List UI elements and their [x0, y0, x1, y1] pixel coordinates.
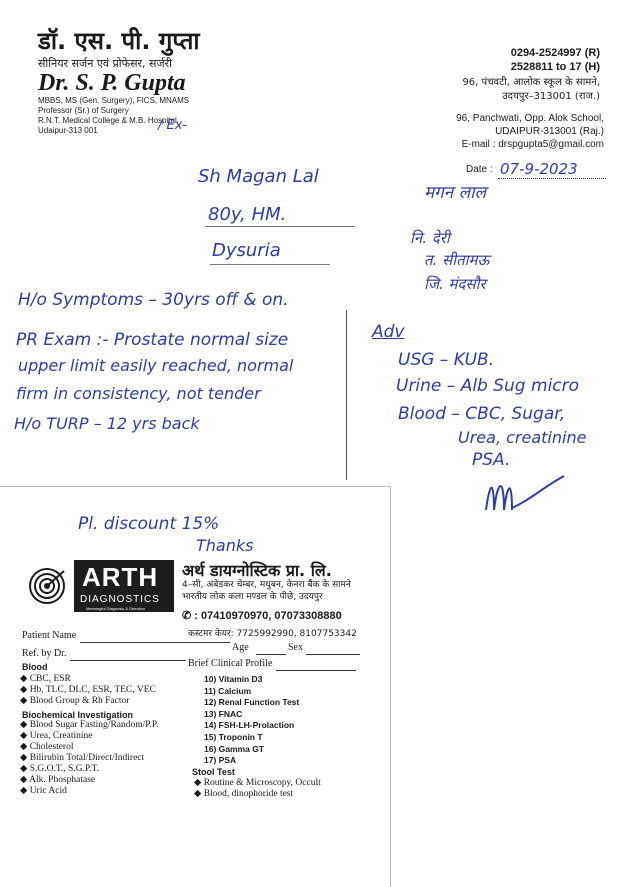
test-item-label: Blood, dinophoride test [203, 789, 294, 799]
test-item: ◆ Alk. Phosphatase [20, 775, 96, 785]
test-item-label: Hb, TLC, DLC, ESR, TEC, VEC [29, 685, 156, 695]
test-item: 17) PSA [204, 755, 237, 766]
biochem-section-title: Biochemical Investigation [22, 710, 134, 720]
address-line: 96, Panchwati, Opp. Alok School, [456, 113, 604, 124]
advice-line: Blood – CBC, Sugar, [398, 404, 566, 424]
history-line: upper limit easily reached, normal [18, 356, 294, 375]
date-value: 07-9-2023 [500, 160, 578, 178]
logo-subtext: DIAGNOSTICS [80, 594, 160, 605]
underline [205, 226, 355, 227]
brief-profile-label: Brief Clinical Profile [188, 658, 273, 669]
test-item: 12) Renal Function Test [204, 697, 300, 708]
divider-line [346, 310, 347, 480]
lab-phone-numbers: : 07410970970, 07073308880 [194, 610, 342, 622]
phone-residence: 0294-2524997 (R) [510, 47, 600, 59]
test-item: ◆ CBC, ESR [20, 674, 71, 684]
stool-section-title: Stool Test [192, 767, 235, 777]
history-line: PR Exam :- Prostate normal size [16, 330, 289, 350]
form-line [306, 654, 360, 655]
profile-items [204, 674, 299, 767]
lab-logo [74, 560, 174, 612]
patient-tehsil: त. सीतामऊ [424, 251, 490, 269]
lab-address-line: 4–सी, अंबेडकर चेम्बर, मधुबन, केनरा बैंक के सामने [182, 580, 351, 590]
underline [210, 264, 330, 265]
margin-note: / Ex- [158, 118, 188, 133]
history-line: firm in consistency, not tender [16, 384, 261, 403]
address-line: UDAIPUR-313001 (Raj.) [495, 126, 604, 137]
advice-line: Urine – Alb Sug micro [396, 376, 580, 396]
test-item: ◆ Uric Acid [20, 786, 67, 796]
test-item: 10) Vitamin D3 [204, 674, 263, 684]
test-item-label: S.G.O.T., S.G.P.T. [29, 764, 100, 774]
test-item: ◆ Cholesterol [20, 742, 74, 752]
advice-line: Urea, creatinine [458, 428, 587, 447]
address-line: 96, पंचवटी, आलोक स्कूल के सामने, [462, 77, 600, 88]
phone-numbers [511, 46, 600, 74]
logo-text: ARTH [82, 562, 159, 592]
complaint: Dysuria [212, 240, 281, 261]
test-item-label: Blood Sugar Fasting/Random/P.P. [29, 720, 159, 730]
advice-line: USG – KUB. [398, 350, 495, 370]
test-item: ◆ Urea, Creatinine [20, 731, 93, 741]
test-item-label: Blood Group & Rh Factor [29, 696, 130, 706]
form-line [70, 660, 186, 661]
target-logo-icon [28, 567, 66, 605]
sex-label: Sex [288, 642, 303, 653]
test-item: 16) Gamma GT [204, 743, 264, 754]
lab-address-line: भारतीय लोक कला मण्डल के पीछे, उदयपुर [182, 592, 323, 602]
logo-tagline: Meaningful Diagnosis & Direction [86, 606, 145, 611]
test-item-label: Routine & Microscopy, Occult [203, 778, 321, 788]
phone-hospital: 2528811 to 17 (H) [510, 61, 600, 73]
test-item: ◆ Blood, dinophoride test [194, 789, 294, 799]
patient-name-label: Patient Name [22, 630, 77, 641]
customer-care: कस्टमर केयर: 7725992990, 8107753342 [188, 629, 357, 639]
advice-label: Adv [372, 322, 405, 342]
discount-note: Pl. discount 15% [78, 514, 220, 534]
test-item-label: Alk. Phosphatase [29, 775, 96, 785]
doctor-name: Dr. S. P. Gupta [38, 70, 186, 96]
address-english [456, 112, 604, 151]
test-item: 13) FNAC [204, 708, 243, 719]
email: E-mail : drspgupta5@gmail.com [461, 139, 604, 150]
test-item: 15) Troponin T [204, 731, 263, 742]
test-item: ◆ Blood Group & Rh Factor [20, 696, 130, 706]
test-item: 14) FSH-LH-Prolaction [204, 720, 295, 731]
blood-section-title: Blood [22, 662, 48, 672]
test-item: ◆ Hb, TLC, DLC, ESR, TEC, VEC [20, 685, 156, 695]
stool-items [194, 778, 321, 800]
credential-line: R.N.T. Medical College & M.B. Hospital [38, 116, 177, 125]
lab-address [182, 579, 351, 603]
patient-village: नि. देरी [410, 229, 450, 247]
credential-line: MBBS, MS (Gen. Surgery), FICS, MNAMS [38, 96, 190, 105]
lab-phone: ✆ : 07410970970, 07073308880 [182, 610, 342, 622]
lab-name-hindi: अर्थ डायग्नोस्टिक प्रा. लि. [182, 561, 332, 580]
history-line: H/o Symptoms – 30yrs off & on. [18, 290, 289, 310]
date-label: Date : [466, 164, 493, 175]
credential-line: Professor (Sr.) of Surgery [38, 106, 129, 115]
advice-line: PSA. [472, 450, 511, 470]
form-line [80, 642, 230, 643]
patient-name-hindi: मगन लाल [424, 183, 487, 203]
credential-line: Udaipur-313 001 [38, 126, 98, 135]
doctor-name-hindi: डॉ. एस. पी. गुप्ता [38, 27, 200, 55]
test-item: ◆ S.G.O.T., S.G.P.T. [20, 764, 100, 774]
test-item-label: Urea, Creatinine [29, 731, 93, 741]
address-line: उदयपुर–313001 (राज.) [502, 91, 600, 102]
test-item-label: Bilirubin Total/Direct/Indirect [29, 753, 145, 763]
ref-by-label: Ref. by Dr. [22, 648, 67, 659]
thanks-note: Thanks [196, 536, 254, 555]
blood-items [20, 674, 156, 707]
biochem-items [20, 720, 159, 797]
date-underline [498, 178, 606, 179]
age-label: Age [232, 642, 249, 653]
test-item: ◆ Bilirubin Total/Direct/Indirect [20, 753, 145, 763]
test-item-label: Cholesterol [29, 742, 74, 752]
form-line [256, 654, 286, 655]
doctor-signature [480, 470, 570, 520]
patient-name: Sh Magan Lal [198, 166, 319, 187]
patient-age-sex: 80y, HM. [208, 204, 287, 225]
doctor-title-hindi: सीनियर सर्जन एवं प्रोफेसर, सर्जरी [38, 57, 172, 70]
test-item-label: Uric Acid [29, 786, 67, 796]
test-item-label: CBC, ESR [29, 674, 71, 684]
test-item: ◆ Routine & Microscopy, Occult [194, 778, 321, 788]
test-item: 11) Calcium [204, 685, 252, 696]
address-hindi [462, 76, 600, 104]
test-item: ◆ Blood Sugar Fasting/Random/P.P. [20, 720, 159, 730]
history-line: H/o TURP – 12 yrs back [14, 414, 200, 433]
form-line [276, 670, 356, 671]
patient-district: जि. मंदसौर [424, 275, 486, 293]
